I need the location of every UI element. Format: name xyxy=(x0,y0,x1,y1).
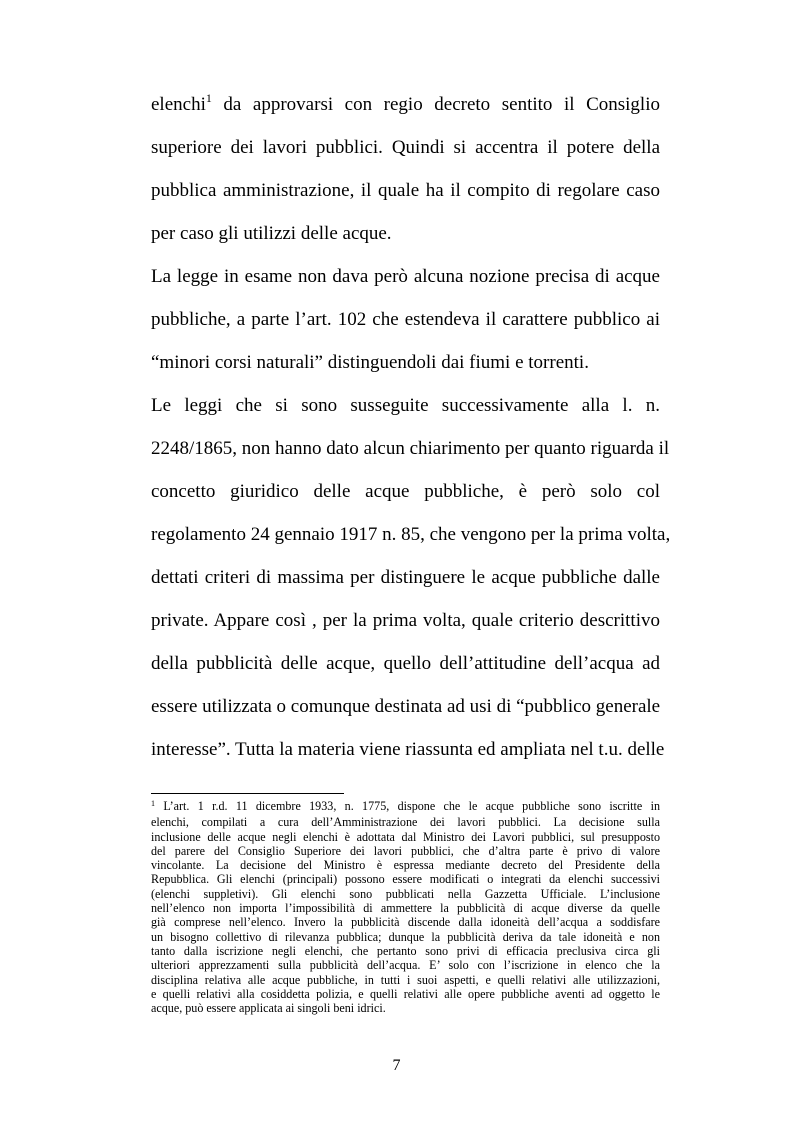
footnote-line: un bisogno collettivo di rilevanza pubblica; dunque la pubblicità deriva da tale idoneità e non xyxy=(151,929,660,944)
body-line: pubbliche, a parte l’art. 102 che estendeva il carattere pubblico ai xyxy=(151,309,660,330)
footnote-line: inclusione delle acque negli elenchi è adottata dal Ministro dei Lavori pubblici, sul presupposto xyxy=(151,829,660,844)
body-line: della pubblicità delle acque, quello dell’attitudine dell’acqua ad xyxy=(151,653,660,674)
footnote-line: del parere del Consiglio Superiore dei lavori pubblici, che d’altra parte è privo di valore xyxy=(151,843,660,858)
body-line: La legge in esame non dava però alcuna nozione precisa di acque xyxy=(151,266,660,287)
footnote-line: e quelli relativi alla cosiddetta polizia, e quelli relativi alle opere pubbliche aventi ad oggetto le xyxy=(151,986,660,1001)
page-number: 7 xyxy=(392,1057,401,1074)
body-line: pubblica amministrazione, il quale ha il compito di regolare caso xyxy=(151,180,660,201)
body-line: elenchi$^1$ da approvarsi con regio decreto sentito il Consiglio xyxy=(151,91,660,115)
footnote-line: nell’elenco non importa l’impossibilità di ammettere la pubblicità di acque diverse da quelle xyxy=(151,901,660,916)
body-line: regolamento 24 gennaio 1917 n. 85, che vengono per la prima volta, xyxy=(151,524,671,545)
footnote-separator xyxy=(151,793,344,794)
footnote-line: vincolante. La decisione del Ministro è espressa mediante decreto del Presidente della xyxy=(151,858,660,873)
body-line: Le leggi che si sono susseguite successivamente alla l. n. xyxy=(151,395,660,416)
body-line: concetto giuridico delle acque pubbliche, è però solo col xyxy=(151,481,660,502)
body-line: interesse”. Tutta la materia viene riassunta ed ampliata nel t.u. delle xyxy=(151,739,665,760)
footnote-line: (elenchi suppletivi). Gli elenchi sono pubblicati nella Gazzetta Ufficiale. L’inclusione xyxy=(151,886,660,901)
body-line: dettati criteri di massima per distinguere le acque pubbliche dalle xyxy=(151,567,660,588)
footnote-line: tanto dalla iscrizione negli elenchi, che pertanto sono privi di efficacia preclusiva circa gli xyxy=(151,943,660,958)
body-line: essere utilizzata o comunque destinata ad usi di “pubblico generale xyxy=(151,696,661,717)
footnote-line: elenchi, compilati a cura dell’Amministrazione dei lavori pubblici. La decisione sulla xyxy=(151,815,660,830)
footnote-line: Repubblica. Gli elenchi (principali) possono essere modificati o integrati da elenchi successivi xyxy=(151,872,660,887)
body-line: per caso gli utilizzi delle acque. xyxy=(151,223,392,244)
body-line: superiore dei lavori pubblici. Quindi si accentra il potere della xyxy=(151,137,660,158)
footnote-line: ulteriori apprezzamenti sulla pubblicità dell’acqua. E’ solo con l’iscrizione in elenco che la xyxy=(151,958,660,973)
footnote-line: acque, può essere applicata ai singoli beni idrici. xyxy=(151,1001,386,1016)
footnote-reference: 1 xyxy=(205,91,212,105)
footnote xyxy=(151,799,660,1015)
footnote-line: già comprese nell’elenco. Invero la pubblicità discende dalla idoneità dell’acqua a soddisfare xyxy=(151,915,660,930)
body-line: private. Appare così , per la prima volta, quale criterio descrittivo xyxy=(151,610,660,631)
body-line: “minori corsi naturali” distinguendoli dai fiumi e torrenti. xyxy=(151,352,589,373)
footnote-line: $^1$ L’art. 1 r.d. 11 dicembre 1933, n. 1775, dispone che le acque pubbliche sono iscritte in xyxy=(151,799,660,813)
body-line: 2248/1865, non hanno dato alcun chiarimento per quanto riguarda il xyxy=(151,438,670,459)
footnote-line: disciplina relativa alle acque pubbliche, in tutti i suoi aspetti, e quelli relativi alle utilizzazioni, xyxy=(151,972,660,987)
footnote-marker: 1 xyxy=(151,799,155,808)
